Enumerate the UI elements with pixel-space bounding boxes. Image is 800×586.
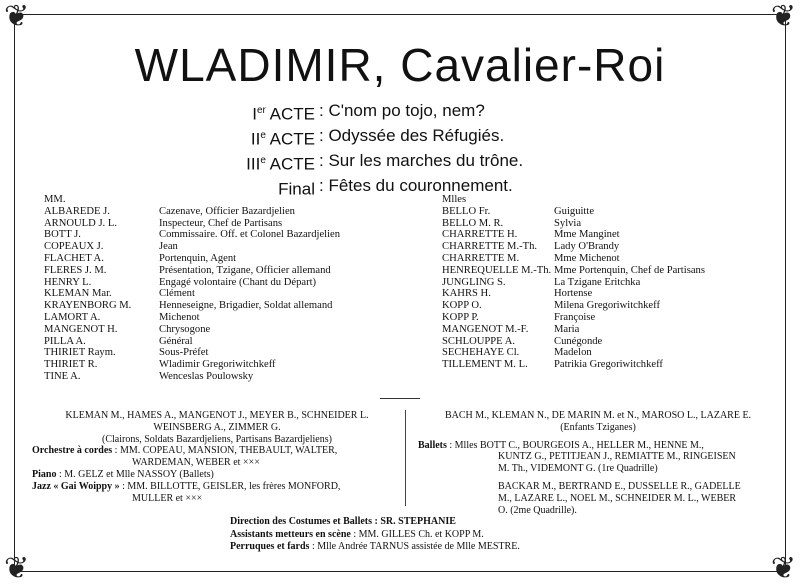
orchestra-label: Orchestre à cordes: [32, 445, 113, 457]
actor-name: KAHRS H.: [442, 288, 491, 300]
actor-name: SCHLOUPPE A.: [442, 335, 515, 347]
act-label: Final: [278, 180, 315, 200]
extras-roles: (Clairons, Soldats Bazardjeliens, Partisans Bazardjeliens): [102, 433, 332, 445]
role-name: Clément: [159, 288, 195, 300]
assistants-label: Assistants metteurs en scène: [230, 528, 351, 540]
cast-row: [44, 277, 384, 289]
role-name: Sylvia: [554, 217, 582, 229]
act-row: [200, 100, 523, 125]
role-name: Chrysogone: [159, 323, 211, 335]
cast-row: [44, 218, 384, 230]
cast-row: [44, 371, 384, 383]
orchestra-text-cont: WARDEMAN, WEBER et ×××: [132, 457, 260, 469]
orchestra-credit: [32, 445, 402, 457]
cast-row: [44, 265, 384, 277]
orchestra-text: : MM. COPEAU, MANSION, THEBAULT, WALTER,: [114, 445, 338, 457]
actor-name: KOPP O.: [442, 300, 482, 312]
cast-row: [442, 206, 772, 218]
ballets2-text: M., LAZARE L., NOEL M., SCHNEIDER M. L., WEBER: [498, 492, 737, 504]
costumes-label: Direction des Costumes et Ballets: [230, 516, 373, 527]
act-text: : C'nom po tojo, nem?: [319, 101, 485, 120]
cast-row: [442, 336, 772, 348]
cast-row: [442, 347, 772, 359]
men-cast-list: [44, 194, 384, 383]
ballets-text-cont: M. Th., VIDEMONT G. (1re Quadrille): [498, 463, 658, 475]
wigs-label: Perruques et fards: [230, 541, 310, 552]
credits-column-divider: [405, 410, 406, 506]
cast-row: [44, 359, 384, 371]
actor-name: BOTT J.: [44, 229, 81, 241]
wigs-credit: [230, 541, 520, 554]
actor-name: CHARRETTE H.: [442, 229, 518, 241]
actor-name: KLEMAN Mar.: [44, 288, 112, 300]
credits-right: [418, 410, 778, 516]
role-name: Portenquin, Agent: [159, 252, 237, 264]
actor-name: CHARRETTE M.: [442, 252, 520, 264]
cast-row: [44, 206, 384, 218]
actor-name: BELLO M. R.: [442, 217, 504, 229]
cast-row: [442, 359, 772, 371]
credits-left: [32, 410, 402, 504]
cast-row: [442, 312, 772, 324]
role-name: Henneseigne, Brigadier, Soldat allemand: [159, 300, 333, 312]
role-name: Inspecteur, Chef de Partisans: [159, 217, 283, 229]
jazz-text: : MM. BILLOTTE, GEISLER, les frères MONFORD,: [122, 480, 341, 492]
cast-row: [44, 324, 384, 336]
cast-row: [442, 241, 772, 253]
piano-label: Piano: [32, 468, 57, 480]
role-name: Sous-Préfet: [159, 347, 209, 359]
section-divider: [380, 398, 420, 399]
piano-credit: [32, 469, 402, 481]
actor-name: MANGENOT M.-F.: [442, 323, 529, 335]
bottom-credits: [230, 516, 520, 554]
tziganes-role: (Enfants Tziganes): [560, 421, 636, 433]
cast-row: [44, 312, 384, 324]
actor-name: KOPP P.: [442, 311, 479, 323]
actor-name: ALBAREDE J.: [44, 205, 110, 217]
act-text: : Odyssée des Réfugiés.: [319, 126, 505, 146]
corner-ornament-top-right-icon: ❦: [770, 0, 796, 34]
actor-name: CHARRETTE M.-Th.: [442, 241, 538, 253]
ballets-label: Ballets: [418, 439, 447, 451]
actor-name: MANGENOT H.: [44, 323, 118, 335]
acts-list: [200, 100, 523, 201]
women-header: Mlles: [442, 194, 467, 205]
act-label: IIIe ACTE: [246, 154, 315, 174]
cast-row: [44, 253, 384, 265]
costumes-credit: [230, 516, 520, 529]
ballets-text: : Mlles BOTT C., BOURGEOIS A., HELLER M., HENNE M.,: [449, 439, 704, 451]
wigs-text: : Mlle Andrée TARNUS assistée de Mlle MESTRE.: [311, 541, 520, 552]
jazz-label: Jazz « Gai Woippy »: [32, 480, 120, 492]
cast-row: [442, 277, 772, 289]
act-label: IIe ACTE: [250, 129, 315, 149]
ballets-credit: [418, 440, 778, 452]
ballets2-text: BACKAR M., BERTRAND E., DUSSELLE R., GADELLE: [498, 480, 741, 492]
cast-row: [44, 241, 384, 253]
actor-name: HENREQUELLE M.-Th.: [442, 264, 552, 276]
cast-row: [442, 229, 772, 241]
page-title: WLADIMIR, Cavalier-Roi: [134, 39, 666, 91]
actor-name: PILLA A.: [44, 335, 86, 347]
role-name: Wenceslas Poulowsky: [159, 370, 254, 382]
role-name: Guiguitte: [554, 205, 595, 217]
jazz-credit: [32, 481, 402, 493]
actor-name: ARNOULD J. L.: [44, 217, 117, 229]
actor-name: LAMORT A.: [44, 311, 101, 323]
role-name: Michenot: [159, 311, 200, 323]
role-name: Mme Manginet: [554, 229, 620, 241]
role-name: Madelon: [554, 347, 592, 359]
cast-row: [44, 336, 384, 348]
actor-name: JUNGLING S.: [442, 276, 506, 288]
jazz-text-cont: MULLER et ×××: [132, 492, 203, 504]
corner-ornament-bottom-left-icon: ❦: [4, 551, 30, 586]
actor-name: SECHEHAYE Cl.: [442, 347, 520, 359]
role-name: Général: [159, 335, 193, 347]
role-name: Hortense: [554, 288, 593, 300]
actor-name: TILLEMENT M. L.: [442, 359, 528, 371]
extras-line: KLEMAN M., HAMES A., MANGENOT J., MEYER B., SCHNEIDER L.: [65, 410, 369, 421]
act-text: : Sur les marches du trône.: [319, 151, 524, 171]
role-name: Lady O'Brandy: [554, 241, 620, 253]
ballets-text-cont: KUNTZ G., PETITJEAN J., REMIATTE M., RINGEISEN: [498, 451, 736, 463]
role-name: Wladimir Gregoriwitchkeff: [159, 359, 276, 371]
women-cast-list: [442, 194, 772, 371]
role-name: Maria: [554, 323, 580, 335]
cast-row: [442, 265, 772, 277]
role-name: Jean: [159, 241, 178, 253]
cast-row: [442, 253, 772, 265]
act-row: [200, 125, 523, 150]
assistants-credit: [230, 529, 520, 542]
actor-name: FLACHET A.: [44, 252, 104, 264]
actor-name: HENRY L.: [44, 276, 92, 288]
act-row: [200, 150, 523, 175]
actor-name: COPEAUX J.: [44, 241, 104, 253]
role-name: Cazenave, Officier Bazardjelien: [159, 205, 295, 217]
extras-line: WEINSBERG A., ZIMMER G.: [153, 421, 281, 433]
role-name: Patrikia Gregoriwitchkeff: [554, 359, 663, 371]
role-name: Milena Gregoriwitchkeff: [554, 300, 660, 312]
actor-name: BELLO Fr.: [442, 205, 491, 217]
actor-name: THIRIET Raym.: [44, 347, 116, 359]
role-name: Commissaire. Off. et Colonel Bazardjelien: [159, 229, 341, 241]
actor-name: FLERES J. M.: [44, 264, 107, 276]
role-name: Mme Portenquin, Chef de Partisans: [554, 264, 705, 276]
costumes-text: : SR. STEPHANIE: [374, 516, 456, 527]
ballets2-text: O. (2me Quadrille).: [498, 504, 577, 516]
actor-name: KRAYENBORG M.: [44, 300, 132, 312]
men-header: MM.: [44, 194, 66, 205]
act-text: : Fêtes du couronnement.: [319, 176, 513, 196]
corner-ornament-top-left-icon: ❦: [4, 0, 30, 34]
cast-row: [44, 300, 384, 312]
tziganes-line: BACH M., KLEMAN N., DE MARIN M. et N., MAROSO L., LAZARE E.: [444, 410, 752, 421]
cast-row: [44, 347, 384, 359]
cast-row: [44, 229, 384, 241]
cast-row: [442, 218, 772, 230]
corner-ornament-bottom-right-icon: ❦: [770, 551, 796, 586]
assistants-text: : MM. GILLES Ch. et KOPP M.: [353, 528, 484, 540]
cast-row: [442, 288, 772, 300]
role-name: La Tzigane Eritchka: [554, 276, 641, 288]
cast-row: [442, 300, 772, 312]
cast-row: [44, 288, 384, 300]
role-name: Engagé volontaire (Chant du Départ): [159, 276, 317, 288]
role-name: Présentation, Tzigane, Officier allemand: [159, 264, 331, 276]
piano-text: : M. GELZ et Mlle NASSOY (Ballets): [58, 468, 214, 480]
act-label: Ier ACTE: [252, 104, 315, 124]
role-name: Françoise: [554, 311, 596, 323]
cast-row: [442, 324, 772, 336]
actor-name: TINE A.: [44, 370, 81, 382]
role-name: Mme Michenot: [554, 252, 620, 264]
role-name: Cunégonde: [554, 335, 603, 347]
actor-name: THIRIET R.: [44, 359, 98, 371]
